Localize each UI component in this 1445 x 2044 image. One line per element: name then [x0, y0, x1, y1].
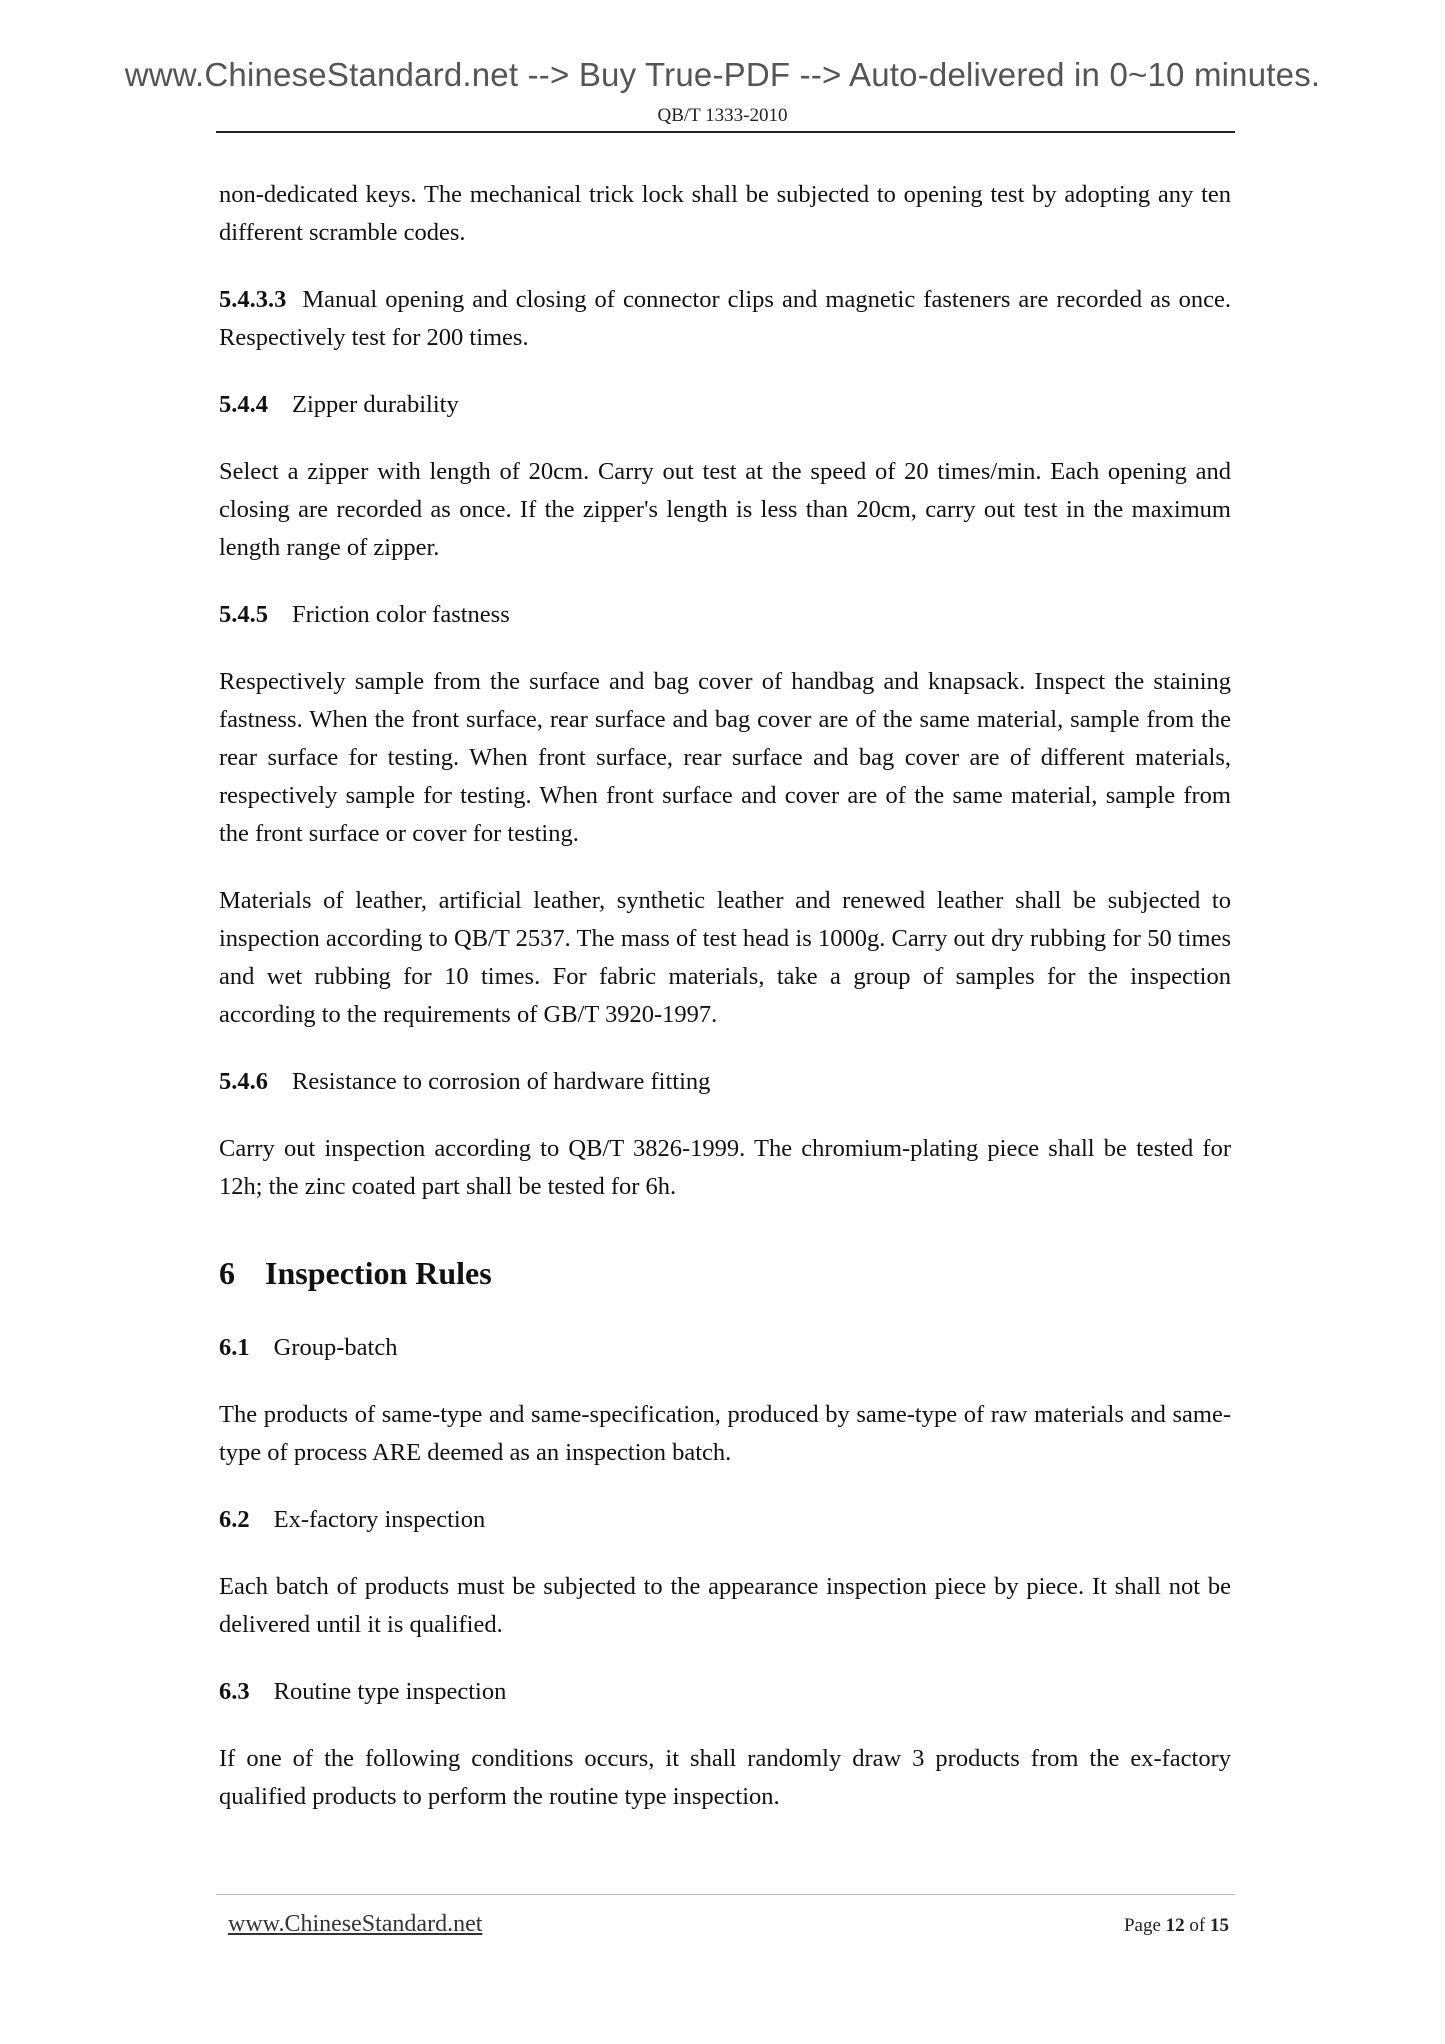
page-current: 12: [1165, 1915, 1185, 1936]
paragraph-ex-factory: Each batch of products must be subjected to the appearance inspection piece by piece. It shall not be delivered until it is qualified.: [219, 1573, 1231, 1638]
heading-title: Routine type inspection: [273, 1678, 507, 1705]
heading-5-4-5: [219, 596, 1231, 634]
clause-text: Manual opening and closing of connector clips and magnetic fasteners are recorded as once. Respectively test for 200 times.: [219, 286, 1231, 351]
paragraph-corrosion: Carry out inspection according to QB/T 3826-1999. The chromium-plating piece shall be tested for 12h; the zinc coated part shall be tested for 6h.: [219, 1135, 1231, 1200]
heading-number: 5.4.5: [219, 601, 268, 628]
standard-code-header: QB/T 1333-2010: [657, 105, 788, 126]
page-number: [1124, 1915, 1229, 1937]
clause-5-4-3-3: [219, 281, 1231, 357]
paragraph-routine-type: If one of the following conditions occurs, it shall randomly draw 3 products from the ex-factory qualified products to perform the routine type inspection.: [219, 1745, 1231, 1810]
paragraph-friction-1: Respectively sample from the surface and bag cover of handbag and knapsack. Inspect the staining fastness. When the front surface, rear surface and bag cover are of the same material, sample from the rear surface for testing. When front surface, rear surface and bag cover are of different materials, respectively sample for testing. When front surface and cover are of the same material, sample from the front surface or cover for testing.: [219, 668, 1231, 847]
page-of: of: [1189, 1915, 1206, 1936]
heading-title: Resistance to corrosion of hardware fitting: [292, 1068, 711, 1095]
heading-number: 5.4.6: [219, 1068, 268, 1095]
heading-title: Friction color fastness: [292, 601, 510, 628]
paragraph-friction-2: Materials of leather, artificial leather, synthetic leather and renewed leather shall be subjected to inspection according to QB/T 2537. The mass of test head is 1000g. Carry out dry rubbing for 50 times and wet rubbing for 10 times. For fabric materials, take a group of samples for the inspection according to the requirements of GB/T 3920-1997.: [219, 887, 1231, 1028]
heading-number: 6.3: [219, 1678, 250, 1705]
heading-number: 6.1: [219, 1334, 250, 1361]
footer-divider: [216, 1894, 1235, 1895]
heading-6-1: [219, 1329, 1231, 1367]
chapter-6-heading: [219, 1253, 1231, 1293]
header-divider: [216, 131, 1235, 133]
heading-number: 5.4.4: [219, 391, 268, 418]
heading-6-3: [219, 1673, 1231, 1711]
chapter-title: Inspection Rules: [265, 1255, 492, 1291]
page-total: 15: [1210, 1915, 1229, 1936]
document-body: [219, 176, 1231, 1845]
heading-6-2: [219, 1501, 1231, 1539]
download-banner: www.ChineseStandard.net --> Buy True-PDF --> Auto-delivered in 0~10 minutes.: [124, 56, 1321, 93]
heading-title: Group-batch: [273, 1334, 398, 1361]
paragraph-intro: non-dedicated keys. The mechanical trick lock shall be subjected to opening test by adopting any ten different scramble codes.: [219, 181, 1231, 246]
clause-number: 5.4.3.3: [219, 286, 287, 313]
heading-number: 6.2: [219, 1506, 250, 1533]
footer-site-link[interactable]: www.ChineseStandard.net: [228, 1911, 483, 1937]
heading-5-4-6: [219, 1063, 1231, 1101]
heading-title: Zipper durability: [292, 391, 459, 418]
heading-5-4-4: [219, 386, 1231, 424]
page-label: Page: [1123, 1915, 1161, 1936]
paragraph-group-batch: The products of same-type and same-specification, produced by same-type of raw materials and same-type of process ARE deemed as an inspection batch.: [219, 1401, 1231, 1466]
chapter-number: 6: [219, 1255, 235, 1291]
paragraph-zipper: Select a zipper with length of 20cm. Carry out test at the speed of 20 times/min. Each opening and closing are recorded as once. If the zipper's length is less than 20cm, carry out test in the maximum length range of zipper.: [219, 458, 1231, 561]
heading-title: Ex-factory inspection: [273, 1506, 486, 1533]
